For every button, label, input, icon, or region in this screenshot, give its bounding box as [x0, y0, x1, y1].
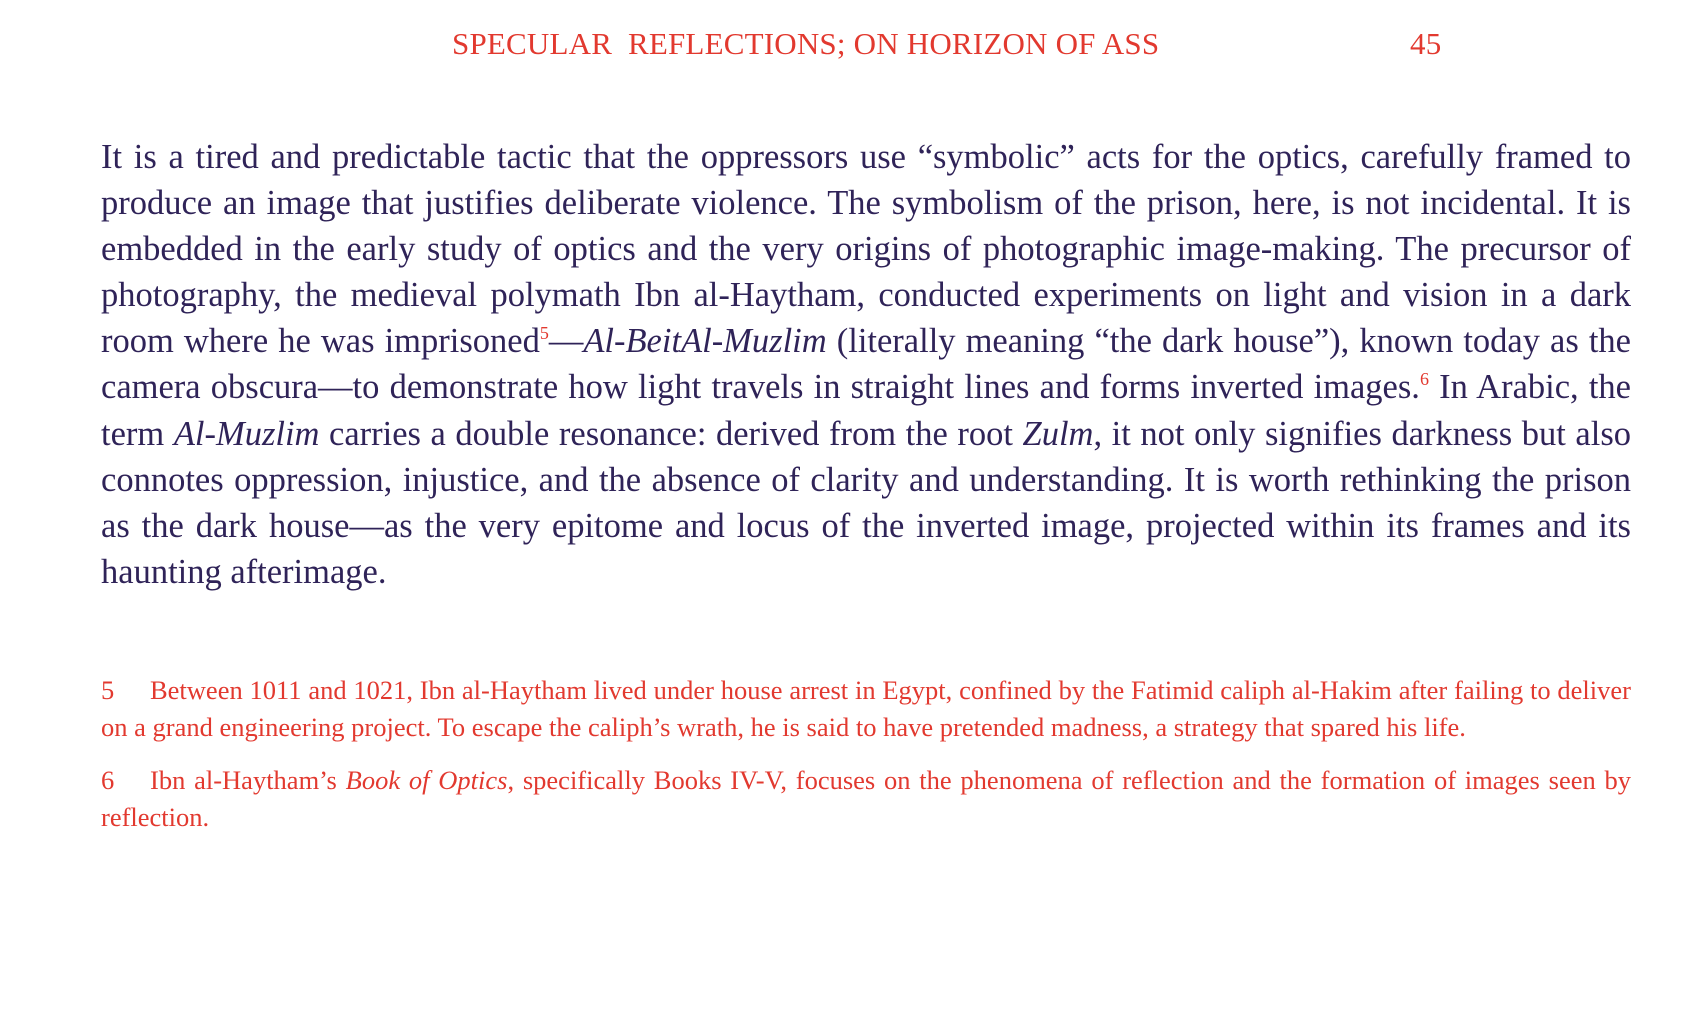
footnote-reference-5[interactable]: 5	[539, 323, 549, 344]
body-paragraph	[101, 134, 1631, 595]
body-text-segment: carries a double resonance: derived from the root	[319, 414, 1023, 453]
arabic-term-zulm: Zulm	[1022, 414, 1094, 453]
body-text-segment: In Arabic, the term	[101, 368, 1631, 453]
running-head	[0, 26, 1689, 66]
footnote-number: 5	[101, 675, 115, 705]
page-number: 45	[1410, 26, 1442, 61]
body-text-segment: It is a tired and predictable tactic that the oppressors use “symbolic” acts for the optics, carefully framed to produce an image that justifies deliberate violence. The symbolism of the prison, here, is not incidental. It is embedded in the early study of optics and the very origins of photographic image-making. The precursor of photography, the medieval polymath Ibn al-Haytham, conducted experiments on light and vision in a dark room where he was imprisoned	[101, 138, 1631, 361]
arabic-term-al-muzlim: Al-Muzlim	[173, 414, 320, 453]
footnote-book-title: Book of Optics	[345, 765, 508, 795]
body-text-segment: (literally meaning “the dark house”), known today as the camera obscura—to demonstrate how light travels in straight lines and forms inverted images.	[101, 322, 1631, 407]
body-text-segment: , it not only signifies darkness but also connotes oppression, injustice, and the absence of clarity and understanding. It is worth rethinking the prison as the dark house—as the very epitome and locus of the inverted image, projected within its frames and its haunting afterimage.	[101, 414, 1631, 591]
footnote-text: Ibn al-Haytham’s	[150, 765, 346, 795]
running-title: SPECULAR REFLECTIONS; ON HORIZON OF ASS	[452, 26, 1160, 61]
footnotes	[101, 672, 1631, 852]
body-text-segment: —	[548, 322, 584, 361]
footnote-5	[101, 672, 1631, 746]
footnote-text: , specifically Books IV-V, focuses on the phenomena of reflection and the formation of images seen by reflection.	[101, 765, 1632, 832]
footnote-6	[101, 762, 1631, 836]
footnote-number: 6	[101, 765, 115, 795]
arabic-term-al-beit-al-muzlim: Al-BeitAl-Muzlim	[583, 322, 827, 361]
footnote-text: Between 1011 and 1021, Ibn al-Haytham lived under house arrest in Egypt, confined by the Fatimid caliph al-Hakim after failing to deliver on a grand engineering project. To escape the caliph’s wrath, he is said to have pretended madness, a strategy that spared his life.	[101, 675, 1631, 742]
footnote-reference-6[interactable]: 6	[1419, 369, 1429, 390]
